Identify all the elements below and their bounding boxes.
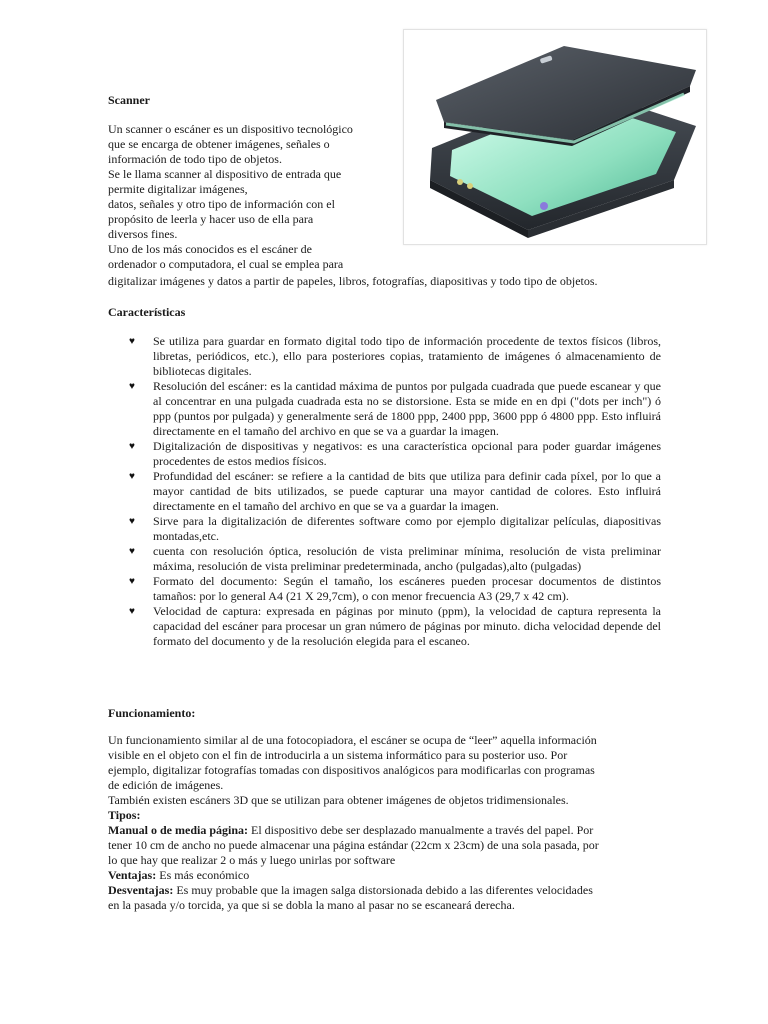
desventajas-text: Es muy probable que la imagen salga distorsionada debido a las diferentes velocidades: [173, 883, 593, 897]
page-title: Scanner: [108, 93, 150, 107]
intro-line: diversos fines.: [108, 227, 178, 241]
heart-bullet-icon: ♥: [129, 441, 135, 452]
intro-line: información de todo tipo de objetos.: [108, 152, 282, 166]
list-item: [108, 604, 661, 649]
func-line: Un funcionamiento similar al de una fotocopiadora, el escáner se ocupa de “leer” aquella información: [108, 733, 597, 747]
feature-text: cuenta con resolución óptica, resolución de vista preliminar mínima, resolución de vista preliminar máxima, resolución de vista preliminar predeterminada, ancho (pulgadas),alto (pulgadas): [153, 544, 661, 573]
ventajas-text: Es más económico: [156, 868, 250, 882]
heart-bullet-icon: ♥: [129, 471, 135, 482]
list-item: [108, 334, 661, 379]
intro-line: que se encarga de obtener imágenes, señales o: [108, 137, 330, 151]
heart-bullet-icon: ♥: [129, 546, 135, 557]
heart-bullet-icon: ♥: [129, 336, 135, 347]
heart-bullet-icon: ♥: [129, 606, 135, 617]
funcionamiento-section: [108, 733, 661, 913]
intro-line: ordenador o computadora, el cual se emplea para: [108, 257, 344, 271]
tipos-label: Tipos:: [108, 808, 141, 822]
intro-tail-line: digitalizar imágenes y datos a partir de papeles, libros, fotografías, diapositivas y todo tipo de objetos.: [108, 274, 598, 288]
feature-text: Sirve para la digitalización de diferentes software como por ejemplo digitalizar películas, diapositivas montadas,etc.: [153, 514, 661, 543]
list-item: [108, 574, 661, 604]
list-item: [108, 379, 661, 439]
feature-text: Formato del documento: Según el tamaño, los escáneres pueden procesar documentos de distintos tamaños: por lo general A4 (21 X 29,7cm), o con menor frecuencia A3 (29,7 x 42 cm).: [153, 574, 661, 603]
tipos-heading: [108, 808, 661, 823]
manual-text: El dispositivo debe ser desplazado manualmente a través del papel. Por: [248, 823, 594, 837]
intro-line: Un scanner o escáner es un dispositivo tecnológico: [108, 122, 353, 136]
ventajas-label: Ventajas:: [108, 868, 157, 882]
section-title-caracteristicas: Características: [108, 305, 186, 319]
func-line: ejemplo, digitalizar fotografías tomadas con dispositivos analógicos para modificarlas con programas: [108, 763, 595, 777]
list-item: [108, 514, 661, 544]
manual-line: tener 10 cm de ancho no puede almacenar una página estándar (22cm x 23cm) de una sola pasada, por: [108, 838, 599, 852]
heart-bullet-icon: ♥: [129, 381, 135, 392]
desventajas-line: [108, 883, 661, 898]
list-item: [108, 469, 661, 514]
heart-bullet-icon: ♥: [129, 516, 135, 527]
feature-text: Se utiliza para guardar en formato digital todo tipo de información procedente de textos físicos (libros, libretas, periódicos, etc.), ello para posteriores copias, tratamiento de imágenes ó almacenamiento de bibliotecas digitales.: [153, 334, 661, 378]
list-item: [108, 439, 661, 469]
desventajas-line: en la pasada y/o torcida, ya que si se dobla la mano al pasar no se escaneará derecha.: [108, 898, 515, 912]
scanner-image: [403, 29, 707, 245]
desventajas-label: Desventajas:: [108, 883, 174, 897]
manual-line: lo que hay que realizar 2 o más y luego unirlas por software: [108, 853, 396, 867]
section-title-funcionamiento: Funcionamiento:: [108, 706, 196, 720]
ventajas-line: [108, 868, 661, 883]
intro-line: propósito de leerla y hacer uso de ella para: [108, 212, 314, 226]
intro-line: permite digitalizar imágenes,: [108, 182, 248, 196]
heart-bullet-icon: ♥: [129, 576, 135, 587]
intro-tail: [108, 274, 668, 289]
feature-text: Resolución del escáner: es la cantidad máxima de puntos por pulgada cuadrada que puede escanear y que al concentrar en una pulgada cuadrada esta no se distorsione. Esta se mide en en dpi ("dots per inch") ó ppp (puntos por pulgada) y generalmente será de 1800 ppp, 2400 ppp, 3600 ppp ó 4800 ppp. Esto influirá directamente en el tamaño del archivo en que se va a guardar la imagen.: [153, 379, 661, 438]
feature-text: Digitalización de dispositivas y negativos: es una característica opcional para poder guardar imágenes procedentes de estos medios físicos.: [153, 439, 661, 468]
intro-line: Uno de los más conocidos es el escáner de: [108, 242, 312, 256]
feature-text: Velocidad de captura: expresada en páginas por minuto (ppm), la velocidad de captura representa la capacidad del escáner para procesar un gran número de páginas por minuto. dicha velocidad depende del formato del documento y de la resolución elegida para el escaneo.: [153, 604, 661, 648]
intro-paragraph: [108, 122, 388, 272]
manual-line: [108, 823, 661, 838]
features-list: [108, 334, 661, 649]
intro-line: Se le llama scanner al dispositivo de entrada que: [108, 167, 342, 181]
flatbed-scanner-illustration: [404, 30, 706, 244]
feature-text: Profundidad del escáner: se refiere a la cantidad de bits que utiliza para definir cada píxel, por lo que a mayor cantidad de bits utilizados, se puede capturar una mayor cantidad de colores. Esto influirá directamente en el tamaño del archivo en que se va a guardar la imagen.: [153, 469, 661, 513]
manual-label: Manual o de media página:: [108, 823, 249, 837]
func-line: de edición de imágenes.: [108, 778, 224, 792]
func-line: También existen escáners 3D que se utilizan para obtener imágenes de objetos tridimensionales.: [108, 793, 569, 807]
func-line: visible en el objeto con el fin de introducirla a un sistema informático para su posterior uso. Por: [108, 748, 568, 762]
list-item: [108, 544, 661, 574]
intro-line: datos, señales y otro tipo de información con el: [108, 197, 335, 211]
